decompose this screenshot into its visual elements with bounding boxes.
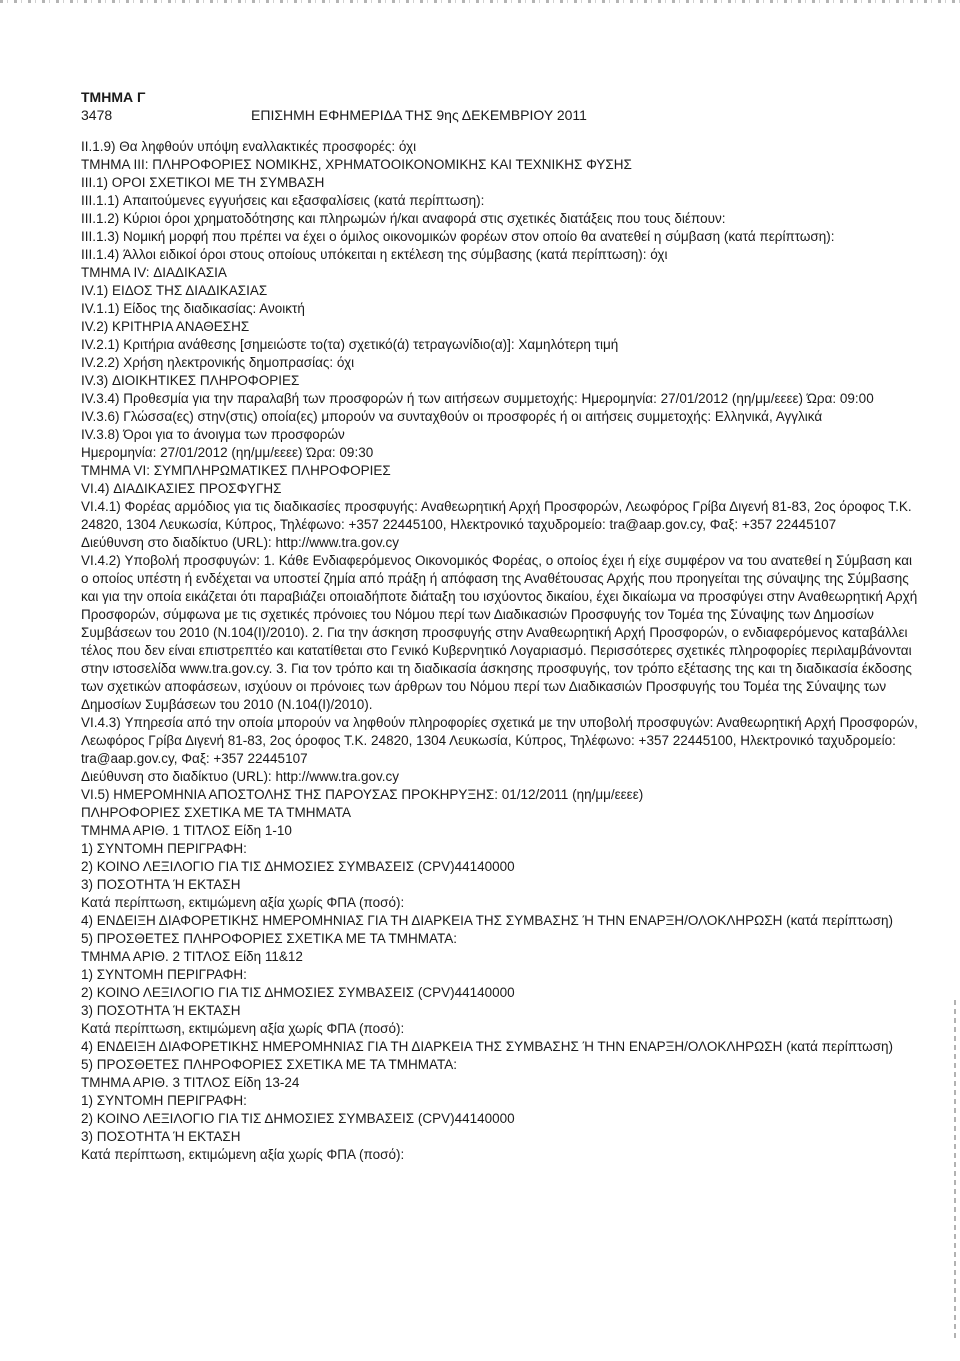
text-line: 4) ΕΝΔΕΙΞΗ ΔΙΑΦΟΡΕΤΙΚΗΣ ΗΜΕΡΟΜΗΝΙΑΣ ΓΙΑ ΤΗ ΔΙΑΡΚΕΙΑ ΤΗΣ ΣΥΜΒΑΣΗΣ Ή ΤΗΝ ΕΝΑΡΞΗ/ΟΛΟΚΛΗΡΩΣΗ (κατά περίπτωση) [81, 1039, 894, 1054]
text-line: IV.3) ΔΙΟΙΚΗΤΙΚΕΣ ΠΛΗΡΟΦΟΡΙΕΣ [81, 373, 300, 388]
text-line: IV.3.4) Προθεσμία για την παραλαβή των προσφορών ή των αιτήσεων συμμετοχής: Ημερομηνία: 27/01/2012 (ηη/μμ/εεεε) Ώρα: 09:00 [81, 391, 874, 406]
text-line: 4) ΕΝΔΕΙΞΗ ΔΙΑΦΟΡΕΤΙΚΗΣ ΗΜΕΡΟΜΗΝΙΑΣ ΓΙΑ ΤΗ ΔΙΑΡΚΕΙΑ ΤΗΣ ΣΥΜΒΑΣΗΣ Ή ΤΗΝ ΕΝΑΡΞΗ/ΟΛΟΚΛΗΡΩΣΗ (κατά περίπτωση) [81, 913, 894, 928]
text-line: IV.3.8) Όροι για το άνοιγμα των προσφορών [81, 427, 345, 442]
text-line: IV.1.1) Είδος της διαδικασίας: Ανοικτή [81, 301, 305, 316]
text-line: 3) ΠΟΣΟΤΗΤΑ Ή ΕΚΤΑΣΗ [81, 1129, 241, 1144]
text-line: VI.4.2) Υποβολή προσφυγών: 1. Κάθε Ενδιαφερόμενος Οικονομικός Φορέας, ο οποίος έχει ή είχε συμφέρον να του ανατεθεί η Σύμβαση και ο οποίος υπέστη ή ενδέχεται να υποστεί ζημία από πράξη ή απόφαση της Αναθέτουσας Αρχής που προηγείται της σύναψης της Σύμβασης και για την οποία εικάζεται ότι παραβιάζει οποιαδήποτε διάταξη του ισχύοντος δικαίου, έχει δικαίωμα να προσφύγει στην Αναθεωρητική Αρχή Προσφορών, σύμφωνα με τις σχετικές πρόνοιες του Νόμου περί των Διαδικασιών Προσφυγής τον Τομέα της Σύναψης των Δημοσίων Συμβάσεων του 2010 (Ν.104(Ι)/2010). 2. Για την άσκηση προσφυγής στην Αναθεωρητική Αρχή Προσφορών, ο ενδιαφερόμενος καταβάλλει τέλος που δεν είναι επιστρεπτέο και κατατίθεται στο Γενικό Κυβερνητικό Λογαριασμό. Περισσότερες σχετικές πληροφορίες περιλαμβάνονται στην ιστοσελίδα www.tra.gov.cy. 3. Για τον τρόπο και τη διαδικασία άσκησης προσφυγής, τον τρόπο εξέτασης της και τη διαδικασία έκδοσης των σχετικών αποφάσεων, ισχύουν οι πρόνοιες των άρθρων του Νόμου περί των Διαδικασιών Προσφυγής του Τομέα της Σύναψης των Δημοσίων Συμβάσεων του 2010 (Ν.104(Ι)/2010). [81, 553, 918, 712]
text-line: III.1.3) Νομική μορφή που πρέπει να έχει ο όμιλος οικονομικών φορέων στον οποίο θα ανατεθεί η σύμβαση (κατά περίπτωση): [81, 229, 835, 244]
text-line: ΤΜΗΜΑ ΑΡΙΘ. 2 ΤΙΤΛΟΣ Είδη 11&12 [81, 949, 303, 964]
text-line: 3) ΠΟΣΟΤΗΤΑ Ή ΕΚΤΑΣΗ [81, 877, 241, 892]
text-line: Κατά περίπτωση, εκτιμώμενη αξία χωρίς ΦΠΑ (ποσό): [81, 1147, 405, 1162]
text-line: ΤΜΗΜΑ VI: ΣΥΜΠΛΗΡΩΜΑΤΙΚΕΣ ΠΛΗΡΟΦΟΡΙΕΣ [81, 463, 391, 478]
running-title: ΕΠΙΣΗΜΗ ΕΦΗΜΕΡΙΔΑ ΤΗΣ 9ης ΔΕΚΕΜΒΡΙΟΥ 2011 [251, 107, 587, 123]
text-line: 2) ΚΟΙΝΟ ΛΕΞΙΛΟΓΙΟ ΓΙΑ ΤΙΣ ΔΗΜΟΣΙΕΣ ΣΥΜΒΑΣΕΙΣ (CPV)44140000 [81, 859, 515, 874]
text-line: IV.2.1) Κριτήρια ανάθεσης [σημειώστε το(τα) σχετικό(ά) τετραγωνίδιο(α)]: Χαμηλότερη τιμή [81, 337, 619, 352]
text-line: 2) ΚΟΙΝΟ ΛΕΞΙΛΟΓΙΟ ΓΙΑ ΤΙΣ ΔΗΜΟΣΙΕΣ ΣΥΜΒΑΣΕΙΣ (CPV)44140000 [81, 985, 515, 1000]
text-line: VI.4.1) Φορέας αρμόδιος για τις διαδικασίες προσφυγής: Αναθεωρητική Αρχή Προσφορών, Λεωφόρος Γρίβα Διγενή 81-83, 2ος όροφος Τ.Κ. 24820, 1304 Λευκωσία, Κύπρος, Τηλέφωνο: +357 22445100, Ηλεκτρονικό ταχυδρομείο: tra@aap.gov.cy, Φαξ: +357 22445107 [81, 499, 912, 532]
text-line: IV.3.6) Γλώσσα(ες) στην(στις) οποία(ες) μπορούν να συνταχθούν οι προσφορές ή οι αιτήσεις συμμετοχής: Ελληνικά, Αγγλικά [81, 409, 823, 424]
text-line: Κατά περίπτωση, εκτιμώμενη αξία χωρίς ΦΠΑ (ποσό): [81, 1021, 405, 1036]
text-line: Διεύθυνση στο διαδίκτυο (URL): http://www.tra.gov.cy [81, 535, 399, 550]
text-line: 1) ΣΥΝΤΟΜΗ ΠΕΡΙΓΡΑΦΗ: [81, 1093, 247, 1108]
text-line: VI.5) ΗΜΕΡΟΜΗΝΙΑ ΑΠΟΣΤΟΛΗΣ ΤΗΣ ΠΑΡΟΥΣΑΣ ΠΡΟΚΗΡΥΞΗΣ: 01/12/2011 (ηη/μμ/εεεε) [81, 787, 644, 802]
text-line: ΠΛΗΡΟΦΟΡΙΕΣ ΣΧΕΤΙΚΑ ΜΕ ΤΑ ΤΜΗΜΑΤΑ [81, 805, 352, 820]
text-line: IV.2.2) Χρήση ηλεκτρονικής δημοπρασίας: όχι [81, 355, 355, 370]
scan-edge-top [0, 0, 960, 3]
text-line: IV.1) ΕΙΔΟΣ ΤΗΣ ΔΙΑΔΙΚΑΣΙΑΣ [81, 283, 268, 298]
document-body [81, 138, 919, 1164]
text-line: 1) ΣΥΝΤΟΜΗ ΠΕΡΙΓΡΑΦΗ: [81, 967, 247, 982]
text-line: ΤΜΗΜΑ IV: ΔΙΑΔΙΚΑΣΙΑ [81, 265, 227, 280]
text-line: Διεύθυνση στο διαδίκτυο (URL): http://www.tra.gov.cy [81, 769, 399, 784]
text-line: ΤΜΗΜΑ ΑΡΙΘ. 3 ΤΙΤΛΟΣ Είδη 13-24 [81, 1075, 300, 1090]
section-label: ΤΜΗΜΑ Γ [81, 89, 146, 105]
text-line: 5) ΠΡΟΣΘΕΤΕΣ ΠΛΗΡΟΦΟΡΙΕΣ ΣΧΕΤΙΚΑ ΜΕ ΤΑ ΤΜΗΜΑΤΑ: [81, 931, 457, 946]
text-line: VI.4.3) Υπηρεσία από την οποία μπορούν να ληφθούν πληροφορίες σχετικά με την υποβολή προσφυγών: Αναθεωρητική Αρχή Προσφορών, Λεωφόρος Γρίβα Διγενή 81-83, 2ος όροφος Τ.Κ. 24820, 1304 Λευκωσία, Κύπρος, Τηλέφωνο: +357 22445100, Ηλεκτρονικό ταχυδρομείο: tra@aap.gov.cy, Φαξ: +357 22445107 [81, 715, 918, 766]
page-number: 3478 [81, 107, 113, 123]
text-line: 1) ΣΥΝΤΟΜΗ ΠΕΡΙΓΡΑΦΗ: [81, 841, 247, 856]
text-line: III.1.2) Κύριοι όροι χρηματοδότησης και πληρωμών ή/και αναφορά στις σχετικές διατάξεις που τους διέπουν: [81, 211, 726, 226]
text-line: ΤΜΗΜΑ ΑΡΙΘ. 1 ΤΙΤΛΟΣ Είδη 1-10 [81, 823, 292, 838]
text-line: Κατά περίπτωση, εκτιμώμενη αξία χωρίς ΦΠΑ (ποσό): [81, 895, 405, 910]
text-line: 5) ΠΡΟΣΘΕΤΕΣ ΠΛΗΡΟΦΟΡΙΕΣ ΣΧΕΤΙΚΑ ΜΕ ΤΑ ΤΜΗΜΑΤΑ: [81, 1057, 457, 1072]
text-line: 3) ΠΟΣΟΤΗΤΑ Ή ΕΚΤΑΣΗ [81, 1003, 241, 1018]
text-line: III.1.4) Άλλοι ειδικοί όροι στους οποίους υπόκειται η εκτέλεση της σύμβασης (κατά περίπτωση): όχι [81, 247, 668, 262]
text-line: ΤΜΗΜΑ ΙΙΙ: ΠΛΗΡΟΦΟΡΙΕΣ ΝΟΜΙΚΗΣ, ΧΡΗΜΑΤΟΟΙΚΟΝΟΜΙΚΗΣ ΚΑΙ ΤΕΧΝΙΚΗΣ ΦΥΣΗΣ [81, 157, 632, 172]
text-line: II.1.9) Θα ληφθούν υπόψη εναλλακτικές προσφορές: όχι [81, 139, 417, 154]
scan-edge-right [954, 1000, 956, 1340]
text-line: III.1.1) Απαιτούμενες εγγυήσεις και εξασφαλίσεις (κατά περίπτωση): [81, 193, 485, 208]
text-line: 2) ΚΟΙΝΟ ΛΕΞΙΛΟΓΙΟ ΓΙΑ ΤΙΣ ΔΗΜΟΣΙΕΣ ΣΥΜΒΑΣΕΙΣ (CPV)44140000 [81, 1111, 515, 1126]
text-line: VI.4) ΔΙΑΔΙΚΑΣΙΕΣ ΠΡΟΣΦΥΓΗΣ [81, 481, 282, 496]
page-header [81, 106, 919, 124]
text-line: III.1) ΟΡΟΙ ΣΧΕΤΙΚΟΙ ΜΕ ΤΗ ΣΥΜΒΑΣΗ [81, 175, 325, 190]
text-line: Ημερομηνία: 27/01/2012 (ηη/μμ/εεεε) Ώρα: 09:30 [81, 445, 374, 460]
text-line: IV.2) ΚΡΙΤΗΡΙΑ ΑΝΑΘΕΣΗΣ [81, 319, 250, 334]
document-page [81, 88, 919, 1164]
